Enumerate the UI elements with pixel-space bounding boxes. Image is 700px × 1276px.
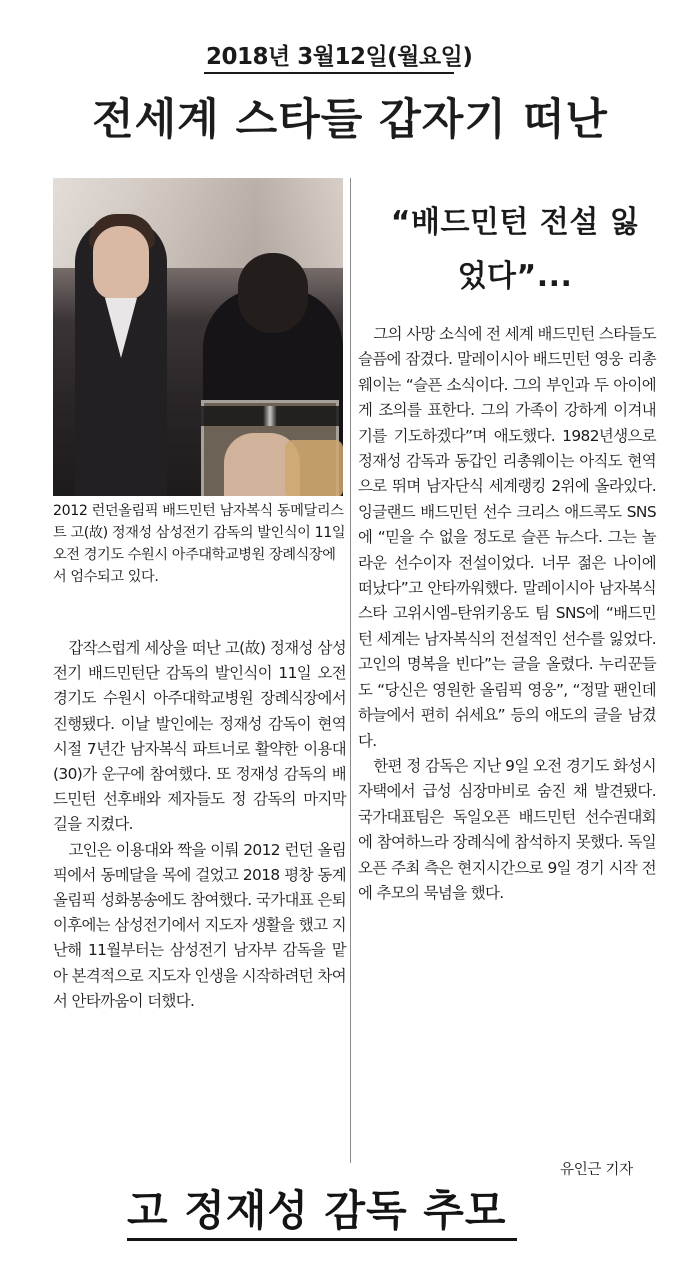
photo-mourner-face (93, 226, 149, 300)
photo-mourner-bowing-head (238, 253, 308, 333)
byline: 유인근 기자 (560, 1162, 633, 1178)
headline: 전세계 스타들 갑자기 떠난 (92, 95, 608, 145)
section-title: 고 정재성 감독 추모 (127, 1186, 507, 1235)
funeral-photo (53, 178, 343, 496)
column-divider (350, 178, 351, 1163)
paragraph: 한편 정 감독은 지난 9일 오전 경기도 화성시 자택에서 급성 심장마비로 숨진 채 발견됐다. 국가대표팀은 독일오픈 배드민턴 선수권대회에 참여하느라 장례식에 참석하지 못했다. 독일오픈 주최 측은 현지시간으로 9일 경기 시작 전에 추모의 묵념을 했다. (358, 756, 656, 902)
paragraph: 갑작스럽게 세상을 떠난 고(故) 정재성 삼성전기 배드민턴단 감독의 발인식이 11일 오전 경기도 수원시 아주대학교병원 장례식장에서 진행됐다. 이날 발인에는 정재성 감독이 현역 시절 7년간 남자복식 파트너로 활약한 이용대(30)가 운구에 참여했다. 또 정재성 감독의 배드민턴 선후배와 제자들도 정 감독의 마지막 길을 지켰다. (53, 639, 346, 834)
publication-date: 2018년 3월12일(월요일) (206, 44, 473, 70)
paragraph: 그의 사망 소식에 전 세계 배드민턴 스타들도 슬픔에 잠겼다. 말레이시아 배드민턴 영웅 리총웨이는 “슬픈 소식이다. 그의 부인과 두 아이에게 조의를 표한다. 그의 가족이 강하게 이겨내기를 기도하겠다”며 애도했다. 1982년생으로 정재성 감독과 동갑인 리총웨이는 아직도 현역으로 뛰며 남자단식 세계랭킹 2위에 올라있다. 잉글랜드 배드민턴 선수 크리스 애드콕도 SNS에 “믿을 수 없을 정도로 슬픈 뉴스다. 그는 놀라운 선수이자 전설이었다. 너무 젊은 나이에 떠났다”고 안타까워했다. 말레이시아 남자복식 스타 고위시엠–탄위키옹도 팀 SNS에 “배드민턴 세계는 남자복식의 전설적인 선수를 잃었다. 고인의 명복을 빈다”는 글을 올렸다. 누리꾼들도 “당신은 영원한 올림픽 영웅”, “정말 팬인데 하늘에서 편히 쉬세요” 등의 애도의 글을 남겼다. (358, 325, 656, 750)
article-body-left (53, 636, 346, 1014)
photo-caption: 2012 런던올림픽 배드민턴 남자복식 동메달리스트 고(故) 정재성 삼성전기 감독의 발인식이 11일 오전 경기도 수원시 아주대학교병원 장례식장에서 엄수되고 있다. (53, 503, 346, 585)
subheadline: “배드민턴 전설 잃었다”... (390, 205, 640, 294)
photo-flowers (285, 440, 343, 496)
section-title-underline (127, 1238, 517, 1241)
paragraph: 고인은 이용대와 짝을 이뤄 2012 런던 올림픽에서 동메달을 목에 걸었고 2018 평창 동계올림픽 성화봉송에도 참여했다. 국가대표 은퇴 이후에는 삼성전기에서 지도자 생활을 했고 지난해 11월부터는 삼성전기 남자부 감독을 맡아 본격적으로 지도자 인생을 시작하려던 차여서 안타까움이 더했다. (53, 840, 346, 1010)
article-body-right (358, 322, 656, 906)
date-underline (204, 72, 454, 74)
photo-mourning-ribbon (201, 406, 339, 426)
